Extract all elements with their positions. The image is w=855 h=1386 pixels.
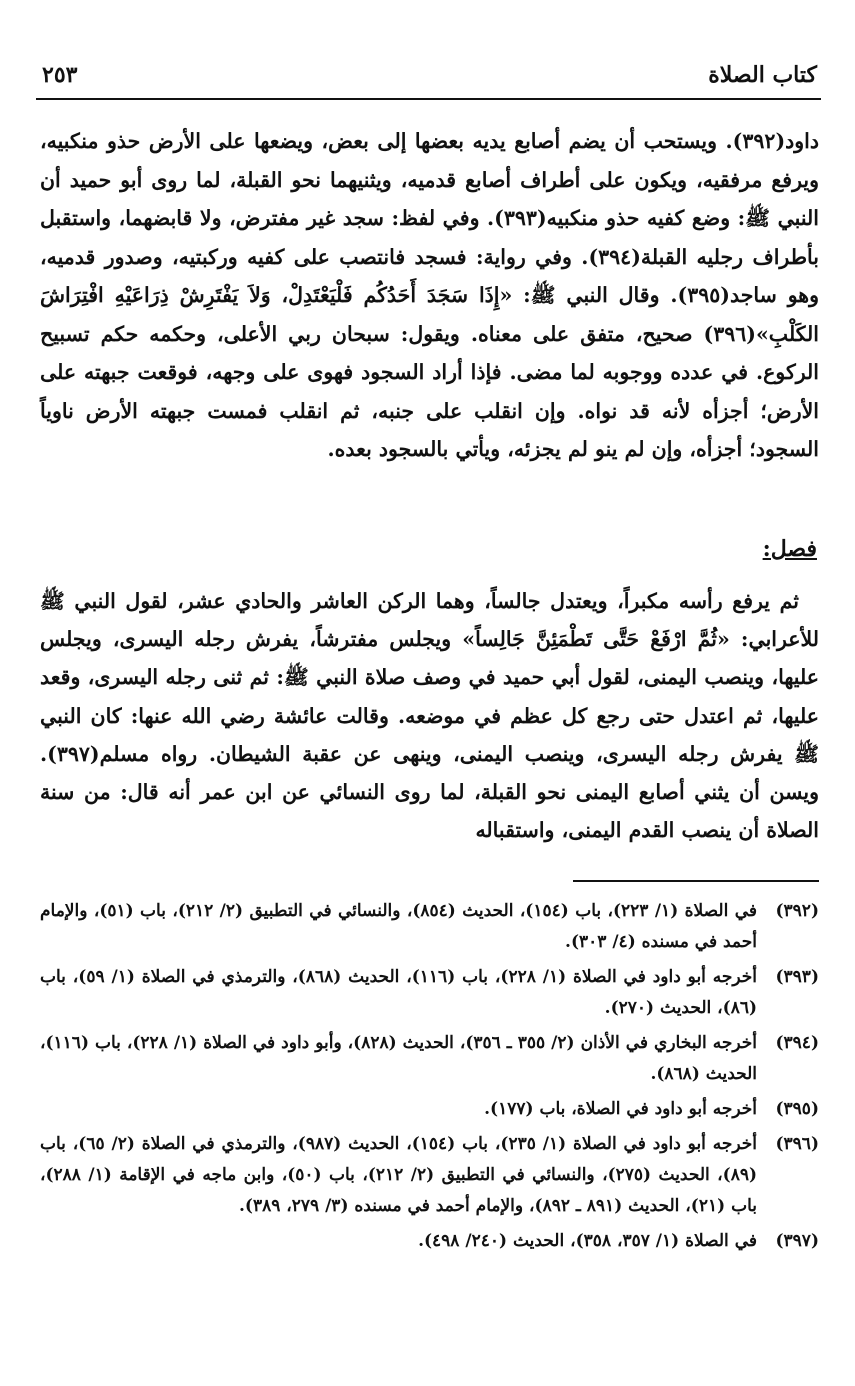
footnote-number: (٣٩٧) xyxy=(775,1231,819,1251)
main-text-block-2 xyxy=(40,582,819,849)
footnote xyxy=(40,1028,819,1090)
paragraph-2: ثم يرفع رأسه مكبراً، ويعتدل جالساً، وهما الركن العاشر والحادي عشر، لقول النبي ﷺ للأعرابي: «ثُمَّ ارْفَعْ حَتَّى تَطْمَئِنَّ جَالِساً» ويجلس مفترشاً، يفرش رجله اليسرى، ويجلس عليها، وينصب اليمنى، لقول أبي حميد في وصف صلاة النبي ﷺ: ثم ثنى رجله اليسرى، وقعد عليها، ثم اعتدل حتى رجع كل عظم في موضعه. وقالت عائشة رضي الله عنها: كان النبي ﷺ يفرش رجله اليسرى، وينصب اليمنى، وينهى عن عقبة الشيطان. رواه مسلم(٣٩٧). ويسن أن يثني أصابع اليمنى نحو القبلة، لما روى النسائي عن ابن عمر أنه قال: من سنة الصلاة أن ينصب القدم اليمنى، واستقباله xyxy=(40,589,819,843)
footnote xyxy=(40,1094,819,1125)
header-divider xyxy=(36,98,821,100)
page-number: ٢٥٣ xyxy=(42,62,78,88)
footnote-number: (٣٩٣) xyxy=(775,967,819,987)
footnote-text: في الصلاة (١/ ٢٢٣)، باب (١٥٤)، الحديث (٨٥٤)، والنسائي في التطبيق (٢/ ٢١٢)، باب (٥١)، والإمام أحمد في مسنده (٤/ ٣٠٣). xyxy=(40,901,757,952)
footnote-text: أخرجه أبو داود في الصلاة، باب (١٧٧). xyxy=(484,1099,757,1119)
section-heading: فصل: xyxy=(762,536,817,562)
footnote xyxy=(40,1129,819,1222)
paragraph-1: داود(٣٩٢). ويستحب أن يضم أصابع يديه بعضها إلى بعض، ويضعها على الأرض حذو منكبيه، ويرفع مرفقيه، ويكون على أطراف أصابع قدميه، ويثنيهما نحو القبلة، لما روى أبو حميد أن النبي ﷺ: وضع كفيه حذو منكبيه(٣٩٣). وفي لفظ: سجد غير مفترض، ولا قابضهما، واستقبل بأطراف رجليه القبلة(٣٩٤). وفي رواية: فسجد فانتصب على كفيه وركبتيه، وصدور قدميه، وهو ساجد(٣٩٥). وقال النبي ﷺ: «إِذَا سَجَدَ أَحَدُكُم فَلْيَعْتَدِلْ، وَلاَ يَفْتَرِشْ ذِرَاعَيْهِ افْتِرَاشَ الكَلْبِ»(٣٩٦) صحيح، متفق على معناه. ويقول: سبحان ربي الأعلى، وحكمه حكم تسبيح الركوع. في عدده ووجوبه لما مضى. فإذا أراد السجود فهوى على وجهه، فوقعت جبهته على الأرض؛ أجزأه لأنه قد نواه. وإن انقلب على جنبه، ثم انقلب فمست جبهته الأرض ناوياً السجود؛ أجزأه، وإن لم ينو لم يجزئه، ويأتي بالسجود بعده. xyxy=(40,129,819,461)
footnotes xyxy=(40,896,819,1261)
footnote-text: في الصلاة (١/ ٣٥٧، ٣٥٨)، الحديث (٢٤٠/ ٤٩٨). xyxy=(418,1231,757,1251)
footnote xyxy=(40,1226,819,1257)
footnote-text: أخرجه أبو داود في الصلاة (١/ ٢٣٥)، باب (١٥٤)، الحديث (٩٨٧)، والترمذي في الصلاة (٢/ ٦٥)، باب (٨٩)، الحديث (٢٧٥)، والنسائي في التطبيق (٢/ ٢١٢)، باب (٥٠)، وابن ماجه في الإقامة (١/ ٢٨٨)، باب (٢١)، الحديث (٨٩١ ـ ٨٩٢)، والإمام أحمد في مسنده (٣/ ٢٧٩، ٣٨٩). xyxy=(40,1134,758,1216)
footnote-number: (٣٩٤) xyxy=(775,1033,819,1053)
footnote-number: (٣٩٢) xyxy=(775,901,819,921)
footnote xyxy=(40,896,819,958)
main-text-block-1 xyxy=(40,122,819,469)
footnote xyxy=(40,962,819,1024)
footnote-number: (٣٩٥) xyxy=(775,1099,819,1119)
footnote-text: أخرجه البخاري في الأذان (٢/ ٣٥٥ ـ ٣٥٦)، الحديث (٨٢٨)، وأبو داود في الصلاة (١/ ٢٢٨)، باب (١١٦)، الحديث (٨٦٨). xyxy=(40,1033,757,1084)
footnote-number: (٣٩٦) xyxy=(775,1134,819,1154)
footnote-divider xyxy=(573,880,819,882)
footnote-text: أخرجه أبو داود في الصلاة (١/ ٢٢٨)، باب (١١٦)، الحديث (٨٦٨)، والترمذي في الصلاة (١/ ٥٩)، باب (٨٦)، الحديث (٢٧٠). xyxy=(40,967,758,1018)
page-header xyxy=(42,58,817,92)
running-title: كتاب الصلاة xyxy=(708,62,817,88)
